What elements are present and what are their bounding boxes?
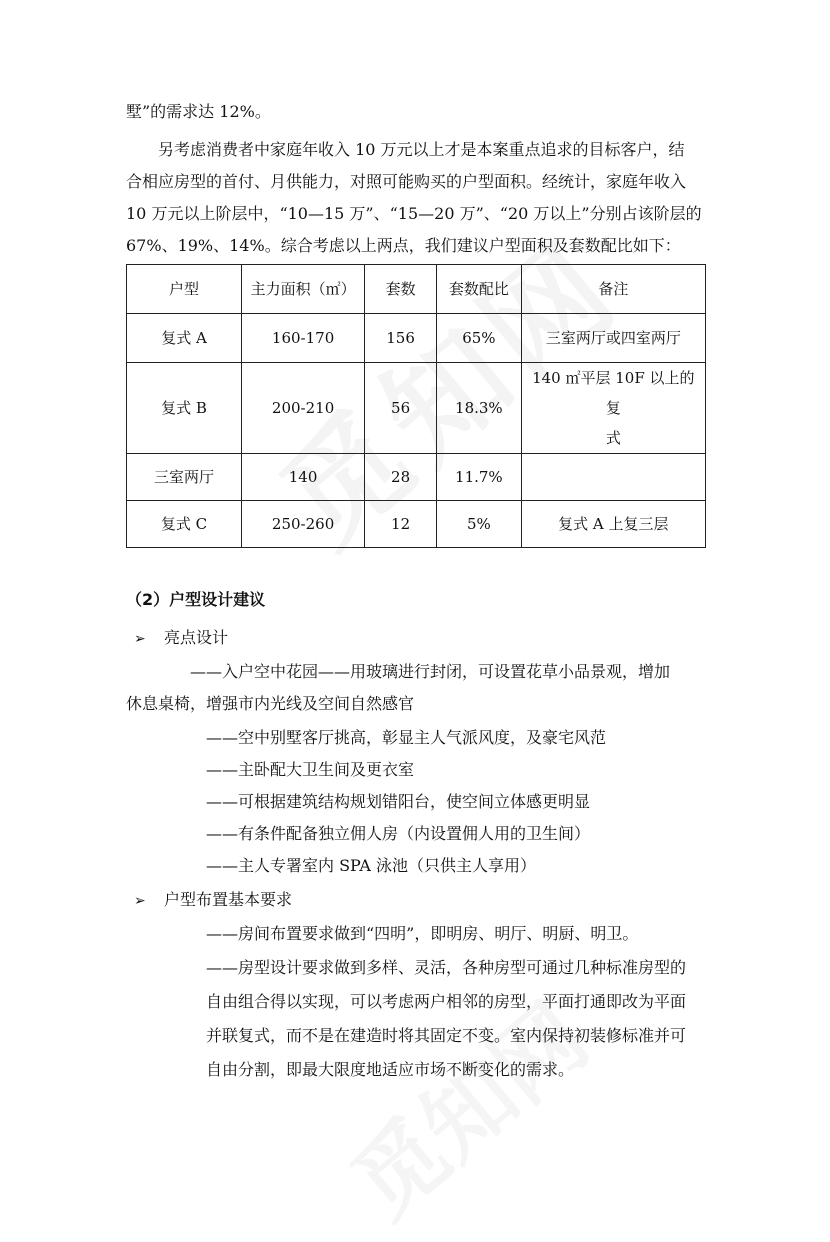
- paragraph-line: 另考虑消费者中家庭年收入 10 万元以上才是本案重点追求的目标客户，结: [158, 140, 685, 159]
- section-heading: （2）户型设计建议: [126, 590, 266, 609]
- note-line: 140 ㎡平层 10F 以上的复: [532, 369, 695, 417]
- arrow-bullet-icon: ➢: [134, 631, 146, 647]
- table-row: [127, 314, 706, 363]
- table-row: [127, 363, 706, 454]
- note-line: 式: [605, 429, 621, 447]
- list-item: ——有条件配备独立佣人房（内设置佣人用的卫生间）: [206, 824, 591, 843]
- table-header-row: [127, 265, 706, 314]
- list-item: ——主人专署室内 SPA 泳池（只供主人享用）: [206, 856, 536, 875]
- table-header-cell: 主力面积（㎡）: [242, 265, 365, 314]
- table-cell-note: [521, 363, 705, 454]
- list-item: ——主卧配大卫生间及更衣室: [206, 760, 415, 779]
- table-cell: 56: [365, 363, 437, 454]
- bullet-highlight: [134, 622, 228, 655]
- table-cell: 12: [365, 501, 437, 548]
- unit-mix-table: [126, 264, 706, 548]
- table-header-cell: 户型: [127, 265, 242, 314]
- table-cell: 156: [365, 314, 437, 363]
- list-item: 自由组合得以实现，可以考虑两户相邻的房型，平面打通即改为平面: [206, 992, 687, 1011]
- table-row: [127, 454, 706, 501]
- bullet-layout: [134, 884, 292, 917]
- arrow-bullet-icon: ➢: [134, 893, 146, 909]
- list-item: ——入户空中花园——用玻璃进行封闭，可设置花草小品景观，增加: [190, 662, 671, 681]
- paragraph-line: 10 万元以上阶层中，“10—15 万”、“15—20 万”、“20 万以上”分别占该阶层的: [126, 204, 702, 223]
- table-cell: 复式 A: [127, 314, 242, 363]
- table-header-cell: 备注: [521, 265, 705, 314]
- list-item: 休息桌椅，增强市内光线及空间自然感官: [126, 694, 415, 713]
- table-row: [127, 501, 706, 548]
- list-item: ——房间布置要求做到“四明”，即明房、明厅、明厨、明卫。: [206, 924, 639, 943]
- list-item: ——房型设计要求做到多样、灵活，各种房型可通过几种标准房型的: [206, 958, 687, 977]
- table-cell: [521, 454, 705, 501]
- table-cell: 三室两厅: [127, 454, 242, 501]
- table-cell: 复式 C: [127, 501, 242, 548]
- list-item: 自由分割，即最大限度地适应市场不断变化的需求。: [206, 1060, 575, 1079]
- paragraph-line: 67%、19%、14%。综合考虑以上两点，我们建议户型面积及套数配比如下：: [126, 236, 681, 255]
- bullet-title: 户型布置基本要求: [164, 890, 293, 909]
- table-cell: 18.3%: [437, 363, 522, 454]
- table-cell: 65%: [437, 314, 522, 363]
- table-header-cell: 套数配比: [437, 265, 522, 314]
- bullet-title: 亮点设计: [164, 628, 229, 647]
- table-cell: 160-170: [242, 314, 365, 363]
- paragraph-line: 墅”的需求达 12%。: [126, 102, 271, 121]
- table-cell: 三室两厅或四室两厅: [521, 314, 705, 363]
- table-cell: 11.7%: [437, 454, 522, 501]
- table-cell: 复式 B: [127, 363, 242, 454]
- table-header-cell: 套数: [365, 265, 437, 314]
- table-cell: 200-210: [242, 363, 365, 454]
- table-cell: 28: [365, 454, 437, 501]
- table-cell: 250-260: [242, 501, 365, 548]
- paragraph-line: 合相应房型的首付、月供能力，对照可能购买的户型面积。经统计，家庭年收入: [126, 172, 687, 191]
- table-cell: 复式 A 上复三层: [521, 501, 705, 548]
- list-item: 并联复式，而不是在建造时将其固定不变。室内保持初装修标准并可: [206, 1026, 687, 1045]
- table-cell: 5%: [437, 501, 522, 548]
- list-item: ——可根据建筑结构规划错阳台，使空间立体感更明显: [206, 792, 591, 811]
- list-item: ——空中别墅客厅挑高，彰显主人气派风度，及豪宅风范: [206, 728, 607, 747]
- table-cell: 140: [242, 454, 365, 501]
